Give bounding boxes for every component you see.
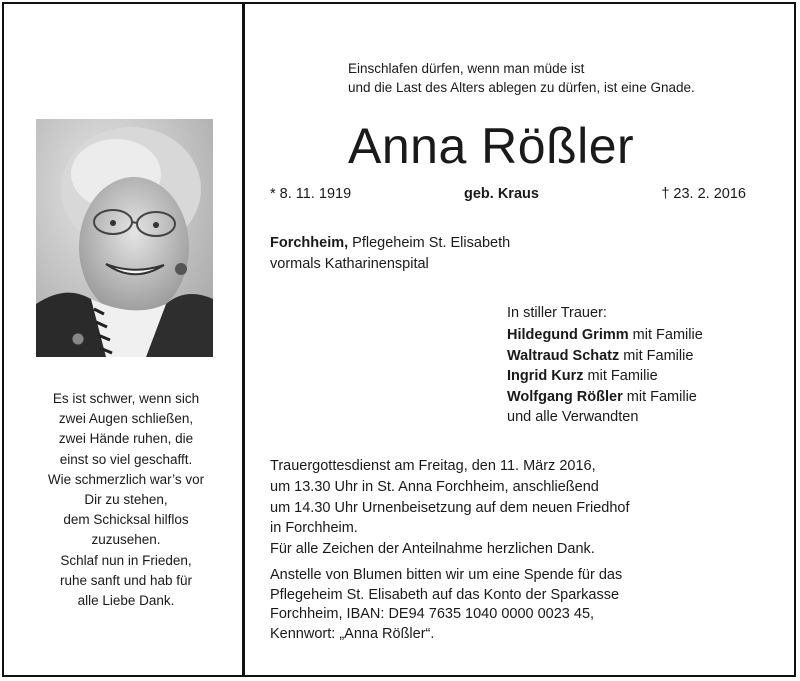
poem-line: alle Liebe Dank. (77, 593, 175, 609)
motto (348, 59, 695, 97)
poem-line: zwei Augen schließen, (58, 411, 194, 427)
residence (270, 233, 510, 274)
mourner-name: Wolfgang Rößler (507, 388, 623, 405)
birth-date: * 8. 11. 1919 (270, 186, 352, 202)
mourner-suffix: mit Familie (583, 368, 658, 385)
poem-line: Schlaf nun in Frieden, (60, 552, 192, 568)
mourner-name: Ingrid Kurz (507, 368, 584, 385)
donation-line: Kennwort: „Anna Rößler“. (270, 625, 435, 642)
death-date: † 23. 2. 2016 (661, 186, 746, 202)
deceased-name: Anna Rößler (348, 118, 635, 174)
residence-place: Pflegeheim St. Elisabeth (348, 235, 511, 251)
service-line: um 14.30 Uhr Urnenbeisetzung auf dem neuen Friedhof (270, 499, 630, 516)
motto-line: und die Last des Alters ablegen zu dürfen, ist eine Gnade. (348, 80, 695, 95)
motto-line: Einschlafen dürfen, wenn man müde ist (348, 61, 585, 76)
mourner-row (507, 346, 703, 366)
donation-line: Anstelle von Blumen bitten wir um eine Spende für das (270, 567, 623, 583)
column-divider (242, 2, 245, 677)
poem-line: Es ist schwer, wenn sich (52, 391, 200, 406)
mourner-name: Hildegund Grimm (507, 327, 629, 344)
dates-row (270, 186, 746, 206)
poem-line: dem Schicksal hilflos (63, 512, 189, 528)
residence-line-2: vormals Katharinenspital (270, 255, 429, 272)
mourner-suffix: mit Familie (628, 327, 703, 344)
service-line: um 13.30 Uhr in St. Anna Forchheim, anschließend (270, 478, 599, 495)
poem-line: zuzusehen. (91, 532, 161, 548)
mourner-row (507, 325, 703, 345)
service-line: Trauergottesdienst am Freitag, den 11. März 2016, (270, 458, 596, 474)
mourners-block (507, 303, 703, 427)
portrait-photo (36, 119, 213, 357)
poem-line: ruhe sanft und hab für (59, 572, 193, 588)
residence-town: Forchheim, (270, 235, 349, 251)
mourners-intro: In stiller Trauer: (507, 305, 607, 321)
mourner-suffix: mit Familie (622, 388, 697, 405)
residence-line-1 (270, 233, 510, 254)
mourners-closing: und alle Verwandten (507, 409, 639, 426)
mourner-name: Waltraud Schatz (507, 347, 620, 364)
mourner-suffix: mit Familie (619, 347, 694, 364)
thanks-line: Für alle Zeichen der Anteilnahme herzlichen Dank. (270, 541, 595, 557)
mourner-row (507, 387, 703, 407)
maiden-name: geb. Kraus (464, 186, 539, 202)
donation-line: Forchheim, IBAN: DE94 7635 1040 0000 0023 45, (270, 606, 595, 622)
poem-line: zwei Hände ruhen, die (58, 431, 194, 447)
mourner-row (507, 366, 703, 386)
poem-line: Dir zu stehen, (84, 492, 168, 508)
donation-info (270, 566, 622, 644)
donation-line: Pflegeheim St. Elisabeth auf das Konto der Sparkasse (270, 586, 620, 603)
poem-line: Wie schmerzlich war’s vor (47, 471, 205, 487)
poem-line: einst so viel geschafft. (59, 451, 193, 467)
service-line: in Forchheim. (270, 520, 358, 537)
service-info (270, 456, 630, 539)
poem (26, 389, 226, 611)
